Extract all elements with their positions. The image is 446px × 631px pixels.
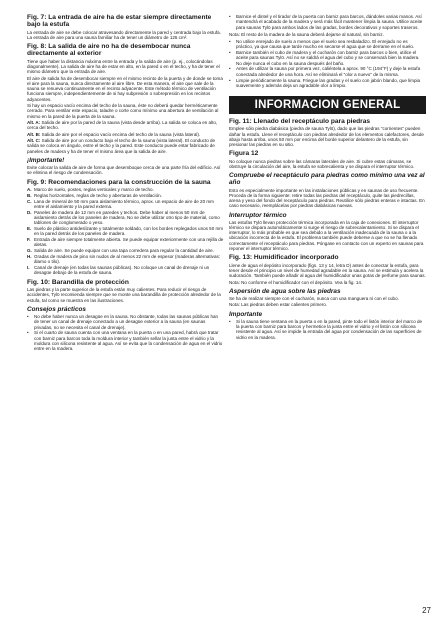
list-item	[27, 210, 224, 226]
list-item-text: Limpie periódicamente la sauna. Friegue las gradas y el suelo con jabón blando, que limpia suavemente y además deja un agradable olor a limpio.	[236, 77, 421, 88]
importante-2-list	[229, 319, 426, 340]
list-item	[27, 187, 224, 192]
consejos-heading: Consejos prácticos	[27, 305, 86, 313]
fig13-heading: Fig. 13: Humidificador incorporado	[229, 254, 339, 262]
list-item	[27, 330, 224, 351]
list-item-text: Si la sauna tiene ventana en la puerta o en la pared, pinte todo el listón interior del marco de la puerta con barniz para barcos y hermetice la junta entre el vidrio y el listón con silicona resistente al agua. Así se impide la entrada del agua por condensación de las superficies de vidrio en la madera.	[236, 318, 423, 340]
list-item-text: Barnice también el cubo de madera y el cucharón con barniz para barcos o bien, utilice el aceite para saunas Tylö. Así no se saldrá el agua del cubo y se conservará bien la madera. No deje nunca el cubo en la sauna después del baño.	[236, 50, 420, 66]
list-item	[27, 254, 224, 265]
list-item-text: Gradas de madera de pino sin nudos de al menos 22 mm de espesor (maderas alternativas: álamo o tilo).	[34, 254, 221, 265]
list-bullet: •	[229, 39, 231, 44]
list-bullet: E.	[27, 226, 32, 232]
right-column	[229, 14, 426, 341]
list-item-text: Entrada de aire siempre totalmente abierta. Se puede equipar exteriormente con una rejilla de aletas.	[34, 237, 224, 248]
list-bullet: C.	[27, 198, 32, 204]
fig8-paragraph-3: Si hay un espacio vacío encima del techo de la sauna, éste no deberá quedar herméticamente cerrado. Para ventilar este espacio, taladre o corte como mínimo una abertura de ventilación al mismo en la pared de la puerta de la sauna.	[27, 103, 219, 119]
list-bullet: •	[229, 318, 231, 324]
fig11-heading: Fig. 11: Llenado del receptáculo para piedras	[229, 118, 371, 126]
top-list-1	[229, 14, 426, 30]
list-bullet: H.	[27, 254, 32, 260]
list-item-text: No debe haber nunca un desagüe en la sauna. No obstante, todas las saunas públicas han de tener un canal de drenaje conectado a un desagüe exterior a la sauna (en saunas privadas, no se necesita el canal de drenaje).	[34, 314, 219, 330]
fig10-text: Las piedras y la parte superior de la estufa están muy calientes. Para reducir el riesgo de accidentes, Tylö recomienda siempre que se monte una barandilla de protección alrededor de la estufa, tal como se muestra en las ilustraciones.	[27, 287, 221, 303]
list-bullet: •	[27, 330, 29, 336]
list-bullet: I.	[27, 265, 30, 271]
list-item	[27, 265, 224, 276]
alt-c-paragraph	[27, 138, 224, 154]
compruebe-text: Esto es especialmente importante en las instalaciones públicas y en saunas de uso frecuente. Proceda de la forma siguiente: retire todas las piedras del receptáculo, quite las piedrecillas, arena y yeso del fondo del receptáculo para piedras. Reutilice sólo piedras enteras e intactas. En caso necesario, reemplácelas por piedras diabásicas nuevas.	[229, 187, 425, 209]
list-item	[27, 237, 224, 248]
list-item-text: No utilice enrejado de suelo a menos que el suelo sea resbaladizo. El enrejado no es práctico, ya que causa que tarde mucho en secarse el agua que se derrame en el suelo.	[236, 39, 415, 50]
fig13-text: Llene de agua el depósito incorporado (figs. 13 y 14, letra D) antes de conectar la estufa, para tener desde el principio un nivel de humedad agradable en la sauna. Así se estimula y acelera la sudoración. También puede añadir al agua del humidificador unas gotas de perfume para saunas.	[229, 262, 426, 279]
fig8-paragraph-1: Tiene que haber la distancia máxima entre la entrada y la salida de aire (p. ej., colocándolas diagonalmente). La salida de aire ha de estar en alto, en la pared o en el techo, y ha de tener el mismo diámetro que la entrada de aire.	[27, 58, 220, 75]
fig12-heading: Figura 12	[229, 150, 259, 158]
aspersion-heading: Aspersión de agua sobre las piedras	[229, 287, 341, 295]
list-item	[229, 50, 426, 66]
alt-b-paragraph	[27, 132, 224, 137]
aspersion-text: Se ha de realizar siempre con el cucharón, nunca con una manguera ni con el cubo.	[229, 295, 399, 301]
list-item	[229, 319, 426, 340]
list-item-text: Lana de mineral de 50 mm para aislamiento térmico, aprox. un espacio de aire de 20 mm entre el aislamiento y la pared externa.	[34, 198, 214, 209]
list-item-text: Marco de suelo, postes, reglas verticales y marco de techo.	[34, 186, 154, 192]
section-banner: INFORMACION GENERAL	[229, 96, 426, 114]
list-item-text: Salida de aire. Se puede equipar con una tapa corredera para regular la cantidad de aire.	[34, 248, 214, 254]
fig11-text: Emplee sólo piedra diabásica (piedra de sauna Tylö), dado que las piedras "corrientes" pueden dañar la estufa. Llene el receptáculo con piedras alrededor de los elementos calefactores, desde abajo hasta arriba, unos 50 mm por encima del borde superior delantero de la estufa, sin presionar las piedras en su sitio.	[229, 126, 424, 148]
alt-b-label: Alt. B:	[27, 131, 41, 137]
fig7-heading: Fig. 7: La entrada de aire ha de estar siempre directamente bajo la estufa	[27, 14, 212, 29]
fig9-list	[27, 187, 224, 276]
alt-a-paragraph	[27, 120, 224, 131]
alt-b-text: Salida de aire por el espacio vacío encima del techo de la sauna (vista lateral).	[41, 131, 201, 137]
list-bullet: B.	[27, 192, 32, 198]
list-item-text: Antes de utilizar la sauna por primera vez, caliéntela a aprox. 90 °C (194°F) y deje la estufa conectada alrededor de una hora. Así se eliminará el "olor a nuevo" de la misma.	[236, 66, 421, 77]
list-bullet: •	[27, 314, 29, 320]
list-bullet: •	[229, 66, 231, 72]
list-bullet: G.	[27, 248, 32, 254]
list-bullet: •	[229, 50, 231, 56]
importante-1-heading: ¡Importante!	[27, 156, 65, 164]
list-item	[229, 66, 426, 77]
list-item	[27, 226, 224, 237]
fig13-note: Nota: No conforme el humidificador con el depósito. Vea la fig. 14.	[229, 279, 363, 285]
fig12-text: No coloque nunca piedras sobre las cámaras laterales de aire. Si cubre estas cámaras, se obstruye la circulación del aire, la estufa se sobrecalienta y se dispara el interruptor térmico.	[229, 158, 415, 170]
importante-1-text: Evite colocar la salida de aire de forma que desemboque cerca de una parte fría del edificio. Así se elimina el riesgo de condensación.	[27, 165, 221, 176]
list-item	[229, 39, 426, 50]
list-item	[27, 314, 224, 330]
list-item-text: Canal de drenaje (en todas las saunas públicas). No coloque un canal de drenaje ni un desagüe debajo de la estufa de sauna.	[34, 265, 210, 276]
list-bullet: A.	[27, 186, 32, 192]
list-item	[27, 199, 224, 210]
fig8-heading: Fig. 8: La salida de aire no ha de desembocar nunca directamente al exterior	[27, 43, 191, 58]
list-item	[229, 14, 426, 30]
list-item-text: Reglas horizontales, reglas de techo y aberturas de ventilación.	[34, 192, 162, 198]
consejos-list	[27, 314, 224, 351]
importante-2-heading: Importante	[229, 310, 263, 318]
fig7-text: La entrada de aire se debe colocar atravesando directamente la pared y centrada bajo la estufa. La entrada de aire para una sauna familiar ha de tener un diámetro de 125 cm².	[27, 29, 221, 40]
list-bullet: D.	[27, 209, 32, 215]
list-bullet: •	[229, 14, 231, 19]
list-item	[27, 248, 224, 253]
list-bullet: •	[229, 77, 231, 83]
top-note: Nota: El resto de la madera de la sauna deberá dejarse al natural, sin barniz.	[229, 31, 384, 37]
fig9-heading: Fig. 9: Recomendaciones para la construcción de la sauna	[27, 178, 211, 186]
list-bullet: F.	[27, 237, 31, 243]
interruptor-heading: Interruptor térmico	[229, 211, 287, 219]
list-item-text: Si el cuarto de sauna cuenta con una ventana en la puerta o en una pared, habrá que tratar con barniz para barcos toda la moldura interior y también sellar la junta entre el vidrio y la moldura con silicona resistente al agua. Así se evita que la condensación de agua en el vidrio entre en la madera.	[34, 330, 223, 352]
list-item-text: Barnice el dintel y el tirador de la puerta con barniz para barcos, dándoles varias manos. Así mantendrá el acabado de la madera y será más fácil mantener limpia la sauna. Utilice aceite para saunas Tylö para ambos lados de las gradas, bordes decorativos y soportes traseros.	[236, 14, 423, 30]
list-item	[27, 193, 224, 198]
list-item-text: Paneles de madera de 12 mm en paredes y techos. Debe haber al menos 50 mm de aislamiento detrás de los paneles de madera. No se debe utilizar otro tipo de material, como tablones de conglomerado o yeso.	[34, 209, 220, 226]
left-column	[27, 14, 224, 353]
aspersion-note: Nota: Las piedras deben estar calientes primero.	[229, 302, 328, 308]
alt-a-label: Alt. A:	[27, 120, 41, 125]
list-item	[229, 78, 426, 89]
fig10-heading: Fig. 10: Barandilla de protección	[27, 278, 129, 286]
alt-c-label: Alt. C:	[27, 138, 41, 144]
alt-c-text: Salida de aire por un conducto bajo el techo de la sauna (vista lateral). El conducto de salida se coloca en ángulo, entre el techo y la pared. Este conducto puede estar fabricado de paneles de madera y ha de tener el mismo área que la salida de aire.	[27, 138, 216, 154]
interruptor-text: Las estufas Tylö llevan protección térmica incorporada en la caja de conexiones. El interruptor térmico se dispara automáticamente si surge el riesgo de sobrecalentamiento. Si se dispara el interruptor, lo más probable es que sea debido a la ventilación inadecuada de la sauna o a la ubicación incorrecta de la estufa. El problema también puede deberse a que no se ha llenado correctamente el receptáculo para piedras. Póngase en contacto con un experto en saunas para reponer el interruptor térmico.	[229, 219, 424, 251]
page-number: 27	[422, 606, 431, 615]
top-list-2	[229, 39, 426, 88]
fig8-paragraph-2: El aire de salida ha de desembocar siempre en el mismo recinto de la puerta y de donde se toma el aire para la sauna, nunca directamente al aire libre. De esta manera, el aire que sale de la sauna se renueva continuamente en el recinto adyacente. Este método térmico de ventilación funciona siempre, independientemente de si hay subpresión o sobrepresión en los recintos adyacentes.	[27, 75, 223, 102]
compruebe-heading: Compruebe el receptáculo para piedras como mínimo una vez al año	[229, 172, 425, 187]
alt-a-text: Salida de aire por la pared de la sauna (vista desde arriba). La salida se coloca en alto, cerca del techo.	[27, 120, 218, 131]
list-item-text: Suelo de plástico antideslizante y totalmente soldado, con los bordes replegados unos 50 mm en la pared detrás de los paneles de madera.	[34, 226, 224, 237]
